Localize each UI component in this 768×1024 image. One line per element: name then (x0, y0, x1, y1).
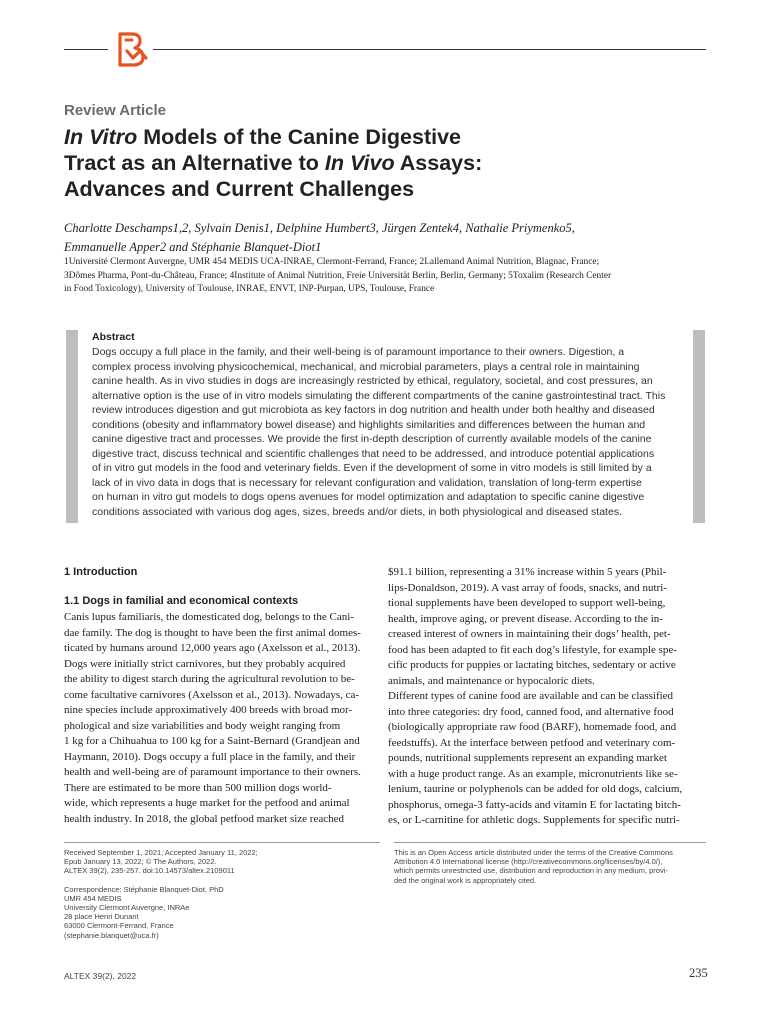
abstract-line: conditions associated with various dog ages, sizes, breeds and/or diets, in both physiological and diseased states. (92, 505, 622, 518)
paragraph-line: wide, which represents a huge market for the petfood and animal (64, 797, 350, 809)
paragraph-line: $91.1 billion, representing a 31% increase within 5 years (Phil- (388, 566, 667, 578)
license-line: ded the original work is appropriately cited. (394, 875, 537, 885)
abstract-line: Dogs occupy a full place in the family, and their well-being is of paramount importance to their owners. Digestion, a (92, 346, 625, 358)
body-column-left (64, 610, 382, 827)
abstract-line: complex process involving physicochemical, mechanical, and microbial parameters, plays a central role in maintaining (92, 360, 640, 373)
title-line1-rest: Models of the Canine Digestive (137, 125, 462, 149)
abstract-line: alternative option is the use of in vitro models simulating the different compartments of the canine gastrointestinal tract. This (92, 389, 666, 402)
paragraph-line: animals, and maintenance or hypocaloric diets. (388, 674, 595, 687)
paragraph-line: es, or L-carnitine for athletic dogs. Supplements for specific nutri- (388, 814, 680, 826)
paragraph-line: There are estimated to be more than 500 million dogs world- (64, 781, 332, 794)
article-type: Review Article (64, 102, 166, 119)
correspondence-line: 63000 Clermont-Ferrand, France (64, 921, 174, 931)
paragraph-line: ticated by humans around 12,000 years ago (Axelsson et al., 2013). (64, 642, 361, 654)
epub-date: Epub January 13, 2022; © The Authors, 2022. (64, 857, 217, 867)
license-line: which permits unrestricted use, distribution and reproduction in any medium, provi- (394, 866, 668, 876)
paragraph-line: phological and size variabilities and body weight ranging from (64, 719, 341, 732)
subsection-heading-dogs: 1.1 Dogs in familial and economical contexts (64, 595, 299, 607)
paragraph-line: cific products for puppies or lactating bitches, sedentary or active (388, 659, 676, 671)
paragraph-line: Haymann, 2010). Dogs occupy a full place in the family, and their (64, 750, 356, 763)
license-line: This is an Open Access article distributed under the terms of the Creative Commons (394, 848, 673, 857)
paragraph-line: 1 kg for a Chihuahua to 100 kg for a Saint-Bernard (Grandjean and (64, 735, 360, 747)
altex-logo-icon (110, 30, 152, 70)
title-line3: Advances and Current Challenges (64, 177, 415, 201)
title-line2-italic: In Vivo (324, 151, 395, 175)
correspondence-line: Correspondence: Stéphanie Blanquet-Diot, PhD (64, 884, 224, 894)
paragraph-line: Dogs were initially strict carnivores, but they probably acquired (64, 657, 346, 670)
affiliation-line1: 1Université Clermont Auvergne, UMR 454 MEDIS UCA-INRAE, Clermont-Ferrand, France; 2Lallemand Animal Nutrition, Blagnac, France; (64, 257, 600, 267)
paragraph-line: with a huge product range. As an example, micronutrients like se- (388, 767, 678, 780)
paragraph-line: food has been adapted to fit each dog’s lifestyle, for example spe- (388, 643, 677, 656)
correspondence-line: 28 place Henri Dunant (64, 912, 139, 922)
abstract-line: digestive tract, discuss technical and scientific challenges that need to be addressed, and introduce potential applications (92, 447, 655, 460)
paragraph-line: feedstuffs). At the interface between petfood and veterinary com- (388, 736, 676, 749)
correspondence-line: (stephanie.blanquet@uca.fr) (64, 930, 159, 940)
paragraph-line: the ability to digest starch during the agricultural revolution to be- (64, 673, 355, 685)
header-rule-left (64, 49, 108, 50)
paragraph-line: dae family. The dog is thought to have been the first animal domes- (64, 626, 361, 639)
section-heading-introduction: 1 Introduction (64, 566, 138, 578)
citation: ALTEX 39(2), 235-257. doi:10.14573/altex.2109011 (64, 866, 235, 876)
license-notice (394, 848, 706, 885)
paragraph-line: nine species include approximatively 400 breeds with broad mor- (64, 704, 353, 716)
paragraph-line: tional supplements have been developed to support well-being, (388, 597, 666, 609)
paragraph-line: (biologically appropriate raw food (BARF), homemade food, and (388, 721, 677, 733)
footer-rule-right (394, 842, 706, 843)
affiliation-line2: 3Dômes Pharma, Pont-du-Château, France; 4Institute of Animal Nutrition, Freie Universität Berlin, Berlin, Germany; 5Toxalim (Research Center (64, 270, 612, 281)
affiliations (64, 256, 714, 297)
footer-rule-left (64, 842, 380, 843)
received-dates: Received September 1, 2021; Accepted January 11, 2022; (64, 848, 258, 857)
body-column-right (388, 565, 706, 829)
paragraph-line: come facultative carnivores (Axelsson et al., 2013). Nowadays, ca- (64, 688, 360, 701)
paragraph-line: pounds, nutritional supplements represent an expanding market (388, 752, 667, 764)
correspondence-line: University Clermont Auvergne, INRAe (64, 903, 190, 913)
paragraph-line: health, improve aging, or prevent disease. According to the in- (388, 612, 663, 625)
abstract-bar-right (693, 330, 705, 523)
correspondence-line: UMR 454 MEDIS (64, 893, 122, 903)
paragraph-line: Canis lupus familiaris, the domesticated dog, belongs to the Cani- (64, 611, 354, 623)
title-line2-end: Assays: (394, 151, 483, 175)
abstract-line: canine health. As in vivo studies in dogs are increasingly restricted by ethical, regulatory, societal, and cost pressures, an (92, 375, 653, 387)
title-line1-italic: In Vitro (64, 125, 138, 149)
correspondence-block (64, 885, 374, 940)
license-line: Attribution 4.0 International license (http://creativecommons.org/licenses/by/4.0/), (394, 857, 663, 867)
article-history (64, 848, 374, 940)
paragraph-line: Different types of canine food are available and can be classified (388, 690, 674, 702)
authors-line1: Charlotte Deschamps1,2, Sylvain Denis1, Delphine Humbert3, Jürgen Zentek4, Nathalie Priymenko5, (64, 221, 575, 235)
author-list (64, 219, 714, 257)
page-number: 235 (689, 966, 708, 980)
paragraph-line: into three categories: dry food, canned food, and alternative food (388, 705, 674, 718)
abstract-heading: Abstract (92, 331, 135, 343)
abstract-bar-left (66, 330, 78, 523)
abstract-line: review introduces digestion and gut microbiota as key factors in dog nutrition and health under both healthy and diseased (92, 404, 655, 416)
abstract-line: conditions (obesity and inflammatory bowel disease) and highlights similarities and differences between the human and (92, 418, 646, 431)
authors-line2: Emmanuelle Apper2 and Stéphanie Blanquet-Diot1 (64, 240, 322, 254)
paragraph-line: creased interest of owners in maintaining their dogs’ health, pet- (388, 628, 671, 640)
abstract-line: on human in vitro gut models to dogs opens avenues for model optimization and adaptation to specific canine digestive (92, 491, 645, 503)
header-rule-right (153, 49, 706, 50)
abstract-line: lack of in vivo data in dogs that is necessary for relevant configuration and validation, translation of long-term expertise (92, 476, 642, 489)
article-title (64, 124, 684, 202)
affiliation-line3: in Food Toxicology), University of Toulouse, INRAE, ENVT, INP-Purpan, UPS, Toulouse, France (64, 284, 435, 294)
journal-issue: ALTEX 39(2), 2022 (64, 971, 137, 981)
paragraph-line: lips-Donaldson, 2019). A vast array of foods, snacks, and nutri- (388, 581, 667, 594)
paragraph-line: phosphorus, omega-3 fatty-acids and vitamin E for lactating bitch- (388, 798, 681, 811)
paragraph-line: health industry. In 2018, the global petfood market size reached (64, 812, 345, 825)
abstract-line: canine digestive tract and processes. We provide the first in-depth description of currently available models of the canine (92, 433, 652, 445)
paragraph-line: lenium, taurine or polyphenols can be added for old dogs, calcium, (388, 783, 683, 795)
abstract-body (92, 345, 682, 519)
abstract-line: of in vitro gut models in the food and veterinary fields. Even if the development of some in vitro models is still limited by a (92, 462, 652, 474)
title-line2-start: Tract as an Alternative to (64, 151, 325, 175)
paragraph-line: health and well-being are of paramount importance to their owners. (64, 766, 361, 778)
